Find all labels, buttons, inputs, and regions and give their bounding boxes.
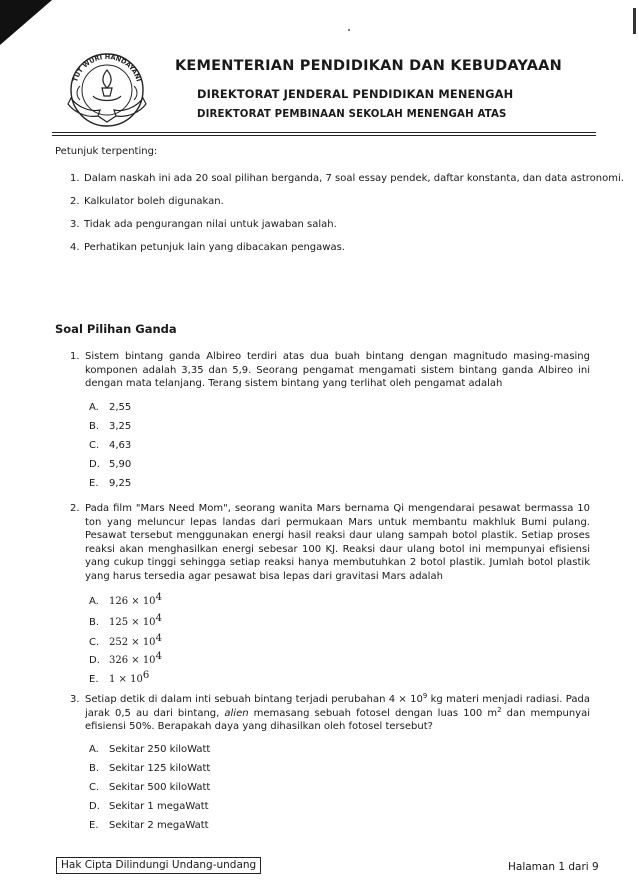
section-title: Soal Pilihan Ganda: [55, 322, 177, 336]
option-1e[interactable]: [89, 478, 131, 489]
question-number: 3.: [70, 694, 80, 705]
option-exponent: 4: [155, 592, 162, 603]
option-text: 9,25: [109, 478, 132, 489]
option-3e[interactable]: [89, 820, 209, 831]
option-exponent: 4: [155, 633, 162, 644]
option-text: 3,25: [109, 421, 132, 432]
option-3c[interactable]: [89, 782, 210, 793]
option-3d[interactable]: [89, 801, 209, 812]
option-letter: D.: [89, 459, 100, 470]
option-exponent: 4: [155, 613, 162, 624]
note-text: Dalam naskah ini ada 20 soal pilihan berganda, 7 soal essay pendek, daftar konstanta, dan data astronomi.: [84, 173, 624, 184]
note-text: Tidak ada pengurangan nilai untuk jawaban salah.: [84, 219, 337, 230]
question-text: Sistem bintang ganda Albireo terdiri atas dua buah bintang dengan magnitudo masing-masing komponen adalah 3,35 dan 5,9. Seorang pengamat mengamati sistem bintang ganda Albireo ini dengan mata telanjang. Terang sistem bintang yang terlihat oleh pengamat adalah: [85, 351, 590, 389]
header-rule-thin: [52, 135, 596, 136]
note-text: Kalkulator boleh digunakan.: [84, 196, 224, 207]
option-text: 252 × 10: [109, 637, 156, 648]
svg-text:TUT WURI HANDAYANI: [71, 53, 143, 83]
option-text: 4,63: [109, 440, 132, 451]
option-letter: D.: [89, 655, 100, 666]
ministry-logo: [58, 46, 156, 130]
question-exponent: 2: [497, 705, 502, 714]
question-text-part: kg materi menjadi radiasi. Pada jarak 0,5 au dari bintang,: [85, 694, 590, 719]
question-text-part: dan mempunyai efisiensi 50%. Berapakah daya yang dihasilkan oleh fotosel tersebut?: [85, 707, 590, 732]
scan-speck: [348, 29, 350, 31]
option-3a[interactable]: [89, 744, 210, 755]
option-letter: E.: [89, 820, 99, 831]
option-1c[interactable]: [89, 440, 131, 451]
option-exponent: 4: [155, 651, 162, 662]
question-3: [70, 693, 590, 734]
option-text: 5,90: [109, 459, 132, 470]
note-number: 4.: [70, 242, 80, 253]
option-letter: C.: [89, 440, 100, 451]
note-item: [70, 219, 337, 230]
option-letter: C.: [89, 782, 100, 793]
option-letter: C.: [89, 637, 100, 648]
option-exponent: 6: [142, 670, 150, 681]
note-item: [70, 173, 624, 184]
header-rule: [52, 132, 596, 133]
note-number: 1.: [70, 173, 80, 184]
question-text: Pada film "Mars Need Mom", seorang wanita Mars bernama Qi mengendarai pesawat bermassa 10 ton yang meluncur lepas landas dari permukaan Mars untuk membantu makhluk Bumi pulang. Pesawat tersebut menggunakan energi hasil reaksi daur ulang sampah botol plastik. Setiap proses reaksi akan menghasilkan energi sebesar 100 KJ. Reaksi daur ulang botol ini mempunyai efisiensi yang cukup tinggi sehingga setiap reaksi hanya membutuhkan 2 botol plastik. Jumlah botol plastik yang harus tersedia agar pesawat bisa lepas dari gravitasi Mars adalah: [85, 503, 590, 582]
option-3b[interactable]: [89, 763, 210, 774]
question-text-part: memasang sebuah fotosel dengan luas 100 m: [248, 707, 498, 719]
directorate-general-title: DIREKTORAT JENDERAL PENDIDIKAN MENENGAH: [197, 87, 514, 101]
note-text: Perhatikan petunjuk lain yang dibacakan pengawas.: [84, 242, 345, 253]
directorate-title: DIREKTORAT PEMBINAAN SEKOLAH MENENGAH ATAS: [197, 109, 507, 120]
option-letter: D.: [89, 801, 100, 812]
option-text: 125 × 10: [109, 617, 156, 628]
question-2: [70, 502, 590, 583]
ministry-title: KEMENTERIAN PENDIDIKAN DAN KEBUDAYAAN: [175, 58, 562, 74]
option-text: 1 × 10: [109, 674, 143, 685]
option-text: Sekitar 2 megaWatt: [109, 820, 209, 831]
option-letter: B.: [89, 421, 100, 432]
option-2d[interactable]: [89, 651, 162, 666]
note-item: [70, 196, 224, 207]
question-text: [85, 693, 590, 734]
option-text: Sekitar 125 kiloWatt: [109, 763, 211, 774]
option-letter: B.: [89, 763, 100, 774]
copyright-notice: Hak Cipta Dilindungi Undang-undang: [56, 857, 261, 874]
option-2e[interactable]: [89, 670, 150, 685]
question-exponent: 9: [422, 692, 428, 700]
note-item: [70, 242, 345, 253]
option-text: Sekitar 250 kiloWatt: [109, 744, 211, 755]
page-number: Halaman 1 dari 9: [508, 861, 599, 873]
option-2c[interactable]: [89, 633, 162, 648]
option-letter: A.: [89, 596, 99, 607]
question-text-italic: alien: [224, 707, 249, 719]
option-2b[interactable]: [89, 613, 162, 628]
notes-label: Petunjuk terpenting:: [55, 146, 158, 157]
question-number: 2.: [70, 503, 80, 514]
option-letter: A.: [89, 744, 99, 755]
option-text: 126 × 10: [109, 596, 156, 607]
option-letter: E.: [89, 674, 99, 685]
question-number: 1.: [70, 351, 80, 362]
logo-text: TUT WURI HANDAYANI: [71, 52, 143, 83]
option-text: 326 × 10: [109, 655, 156, 666]
option-1a[interactable]: [89, 402, 131, 413]
option-letter: B.: [89, 617, 100, 628]
option-text: 2,55: [109, 402, 132, 413]
note-number: 3.: [70, 219, 80, 230]
corner-mark: [0, 0, 52, 45]
option-2a[interactable]: [89, 592, 162, 607]
option-text: Sekitar 1 megaWatt: [109, 801, 209, 812]
option-text: Sekitar 500 kiloWatt: [109, 782, 211, 793]
option-letter: E.: [89, 478, 99, 489]
note-number: 2.: [70, 196, 80, 207]
scan-edge-mark: [633, 8, 636, 34]
option-1b[interactable]: [89, 421, 131, 432]
question-text-part: Setiap detik di dalam inti sebuah bintang terjadi perubahan 4 × 10: [85, 694, 423, 705]
option-1d[interactable]: [89, 459, 131, 470]
question-1: [70, 350, 590, 391]
option-letter: A.: [89, 402, 99, 413]
